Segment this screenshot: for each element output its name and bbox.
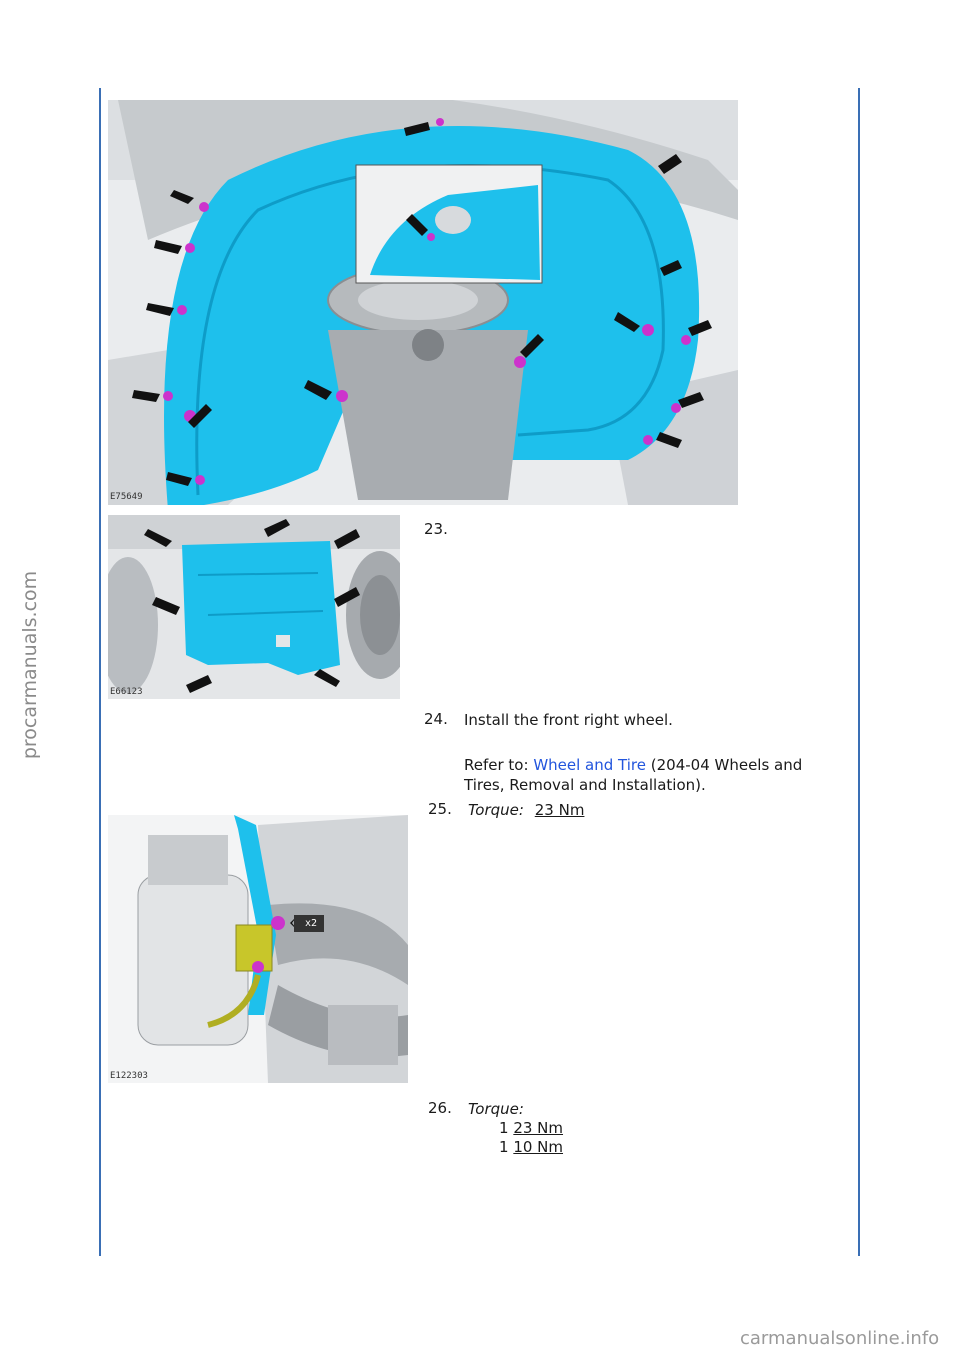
- torque-item: [499, 1118, 563, 1138]
- right-margin-rule: [858, 88, 860, 1256]
- left-margin-rule: [99, 88, 101, 1256]
- refer-suffix: (204-04 Wheels and: [650, 756, 803, 774]
- step-26-number: 26.: [428, 1099, 452, 1117]
- refer-prefix: Refer to:: [464, 756, 529, 774]
- side-watermark: procarmanuals.com: [19, 570, 41, 760]
- step-25-torque: [468, 800, 584, 820]
- torque-value: 23 Nm: [534, 801, 585, 819]
- step-24-text: Install the front right wheel.: [464, 711, 673, 729]
- wheel-and-tire-link[interactable]: Wheel and Tire: [533, 756, 646, 774]
- torque-label: Torque:: [468, 801, 524, 819]
- torque-label: Torque:: [468, 1100, 524, 1118]
- step-25-number: 25.: [428, 800, 452, 818]
- callout-label: x2: [305, 918, 318, 929]
- figure-code: E122303: [110, 1071, 148, 1081]
- engine-undershield-figure: [108, 515, 400, 699]
- torque-value: 10 Nm: [513, 1138, 564, 1156]
- item-number: 1: [499, 1119, 509, 1137]
- step-24-number: 24.: [424, 710, 448, 728]
- torque-item: [499, 1137, 563, 1157]
- wheel-arch-liner-figure: [108, 100, 738, 505]
- bottom-watermark: carmanualsonline.info: [740, 1328, 940, 1349]
- fuel-filter-figure: [108, 815, 408, 1083]
- refer-line2: Tires, Removal and Installation).: [464, 776, 706, 794]
- torque-value: 23 Nm: [513, 1119, 564, 1137]
- step-23-number: 23.: [424, 520, 448, 538]
- figure-code: E75649: [110, 492, 143, 502]
- step-24-reference: [464, 755, 854, 795]
- figure-code: E66123: [110, 687, 143, 697]
- item-number: 1: [499, 1138, 509, 1156]
